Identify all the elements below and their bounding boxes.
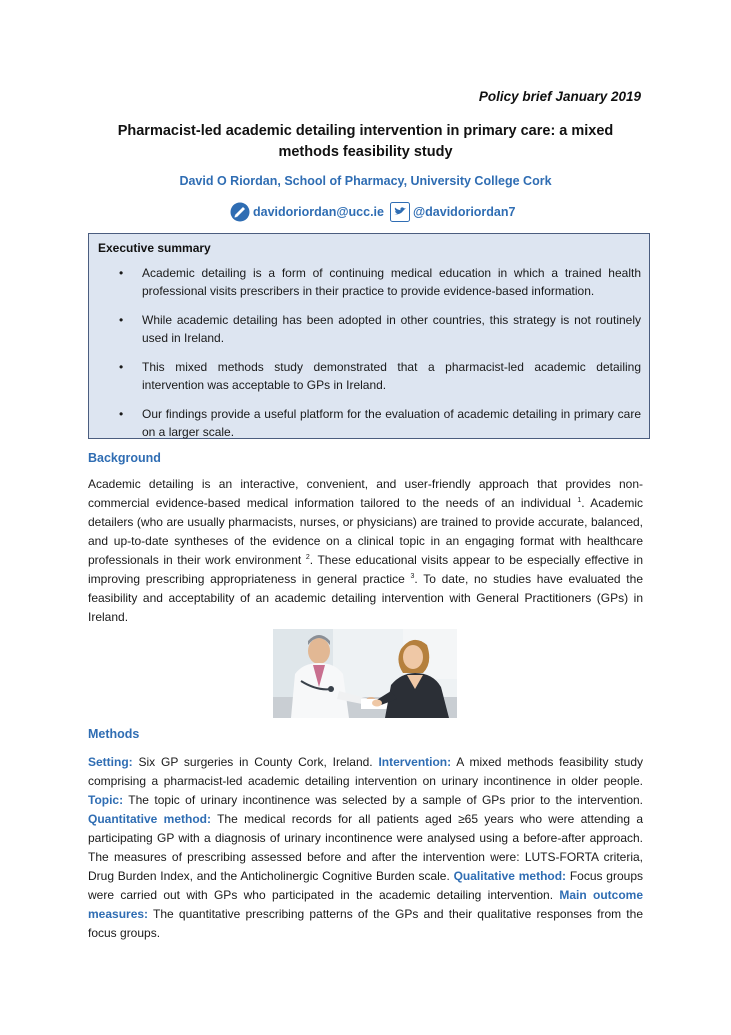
main-outcome-label: Main outcome measures: bbox=[88, 888, 644, 921]
summary-item bbox=[89, 358, 649, 394]
summary-item bbox=[89, 311, 649, 347]
twitter-contact[interactable] bbox=[390, 202, 515, 222]
twitter-handle[interactable]: @davidoriordan7 bbox=[412, 205, 516, 219]
background-text-3: . These educational visits appear to be especially effective in improving prescribing appropriateness in general practice bbox=[88, 553, 643, 586]
qualitative-method-label: Qualitative method: bbox=[453, 869, 567, 883]
background-paragraph bbox=[88, 475, 643, 627]
policy-date: Policy brief January 2019 bbox=[478, 89, 641, 104]
title-line-2: methods feasibility study bbox=[278, 144, 453, 160]
bullet-marker: • bbox=[119, 266, 124, 280]
qualitative-method-text: Focus groups were carried out with GPs who participated in the academic detailing intervention. bbox=[88, 869, 643, 902]
email-contact[interactable] bbox=[230, 202, 384, 222]
methods-paragraph bbox=[88, 753, 643, 943]
intervention-label: Intervention: bbox=[378, 755, 452, 769]
bullet-marker: • bbox=[119, 360, 124, 374]
author-line: David O Riordan, School of Pharmacy, University College Cork bbox=[179, 174, 552, 188]
main-outcome-text: The quantitative prescribing patterns of the GPs and their qualitative responses from the focus groups. bbox=[88, 907, 643, 940]
contact-row bbox=[230, 202, 515, 222]
bullet-marker: • bbox=[119, 407, 124, 421]
reference-1: 1 bbox=[577, 497, 582, 504]
executive-summary-heading: Executive summary bbox=[98, 241, 211, 255]
background-text-4: . To date, no studies have evaluated the feasibility and acceptability of an academic detailing intervention with General Practitioners (GPs) in Ireland. bbox=[88, 572, 643, 624]
summary-item-text: Our findings provide a useful platform for the evaluation of academic detailing in primary care on a larger scale. bbox=[142, 407, 641, 439]
summary-item bbox=[89, 405, 649, 441]
reference-2: 2 bbox=[305, 554, 310, 561]
twitter-bird-icon bbox=[390, 202, 410, 222]
executive-summary-list bbox=[89, 264, 649, 452]
topic-label: Topic: bbox=[88, 793, 124, 807]
executive-summary-box bbox=[88, 233, 650, 439]
topic-text: The topic of urinary incontinence was selected by a sample of GPs prior to the intervention. bbox=[123, 793, 643, 807]
summary-item bbox=[89, 264, 649, 300]
summary-item-text: Academic detailing is a form of continuing medical education in which a trained health professional visits prescribers in their practice to provide evidence-based information. bbox=[142, 266, 641, 298]
email-icon bbox=[230, 202, 250, 222]
gp-consultation-photo bbox=[273, 629, 457, 718]
background-text-2: . Academic detailers (who are usually pharmacists, nurses, or physicians) are trained to provide accurate, balanced, and up-to-date syntheses of the evidence on a clinical topic in an engaging format with healthcare professionals in their work environment bbox=[88, 496, 643, 567]
summary-item-text: This mixed methods study demonstrated that a pharmacist-led academic detailing intervention was acceptable to GPs in Ireland. bbox=[142, 360, 641, 392]
email-address[interactable]: davidoriordan@ucc.ie bbox=[253, 205, 384, 219]
background-heading: Background bbox=[88, 451, 161, 465]
setting-label: Setting: bbox=[88, 755, 133, 769]
setting-text: Six GP surgeries in County Cork, Ireland. bbox=[132, 755, 379, 769]
quantitative-method-text: The medical records for all patients aged ≥65 years who were attending a participating GP with a diagnosis of urinary incontinence were analysed using a before-after approach. The measures of prescribing assessed before and after the intervention were: LUTS-FORTA criteria, Drug Burden Index, and the Anticholinergic Cognitive Burden scale. bbox=[88, 812, 643, 883]
document-title bbox=[95, 121, 636, 163]
reference-3: 3 bbox=[410, 573, 415, 580]
quantitative-method-label: Quantitative method: bbox=[88, 812, 211, 826]
bullet-marker: • bbox=[119, 313, 124, 327]
methods-heading: Methods bbox=[88, 727, 140, 741]
summary-item-text: While academic detailing has been adopted in other countries, this strategy is not routinely used in Ireland. bbox=[142, 313, 641, 345]
title-line-1: Pharmacist-led academic detailing intervention in primary care: a mixed bbox=[117, 123, 614, 139]
background-text-1: Academic detailing is an interactive, convenient, and user-friendly approach that provides non-commercial evidence-based medical information tailored to the needs of an individual bbox=[88, 477, 643, 510]
intervention-text: A mixed methods feasibility study comprising a pharmacist-led academic detailing intervention on urinary incontinence in older people. bbox=[88, 755, 644, 788]
